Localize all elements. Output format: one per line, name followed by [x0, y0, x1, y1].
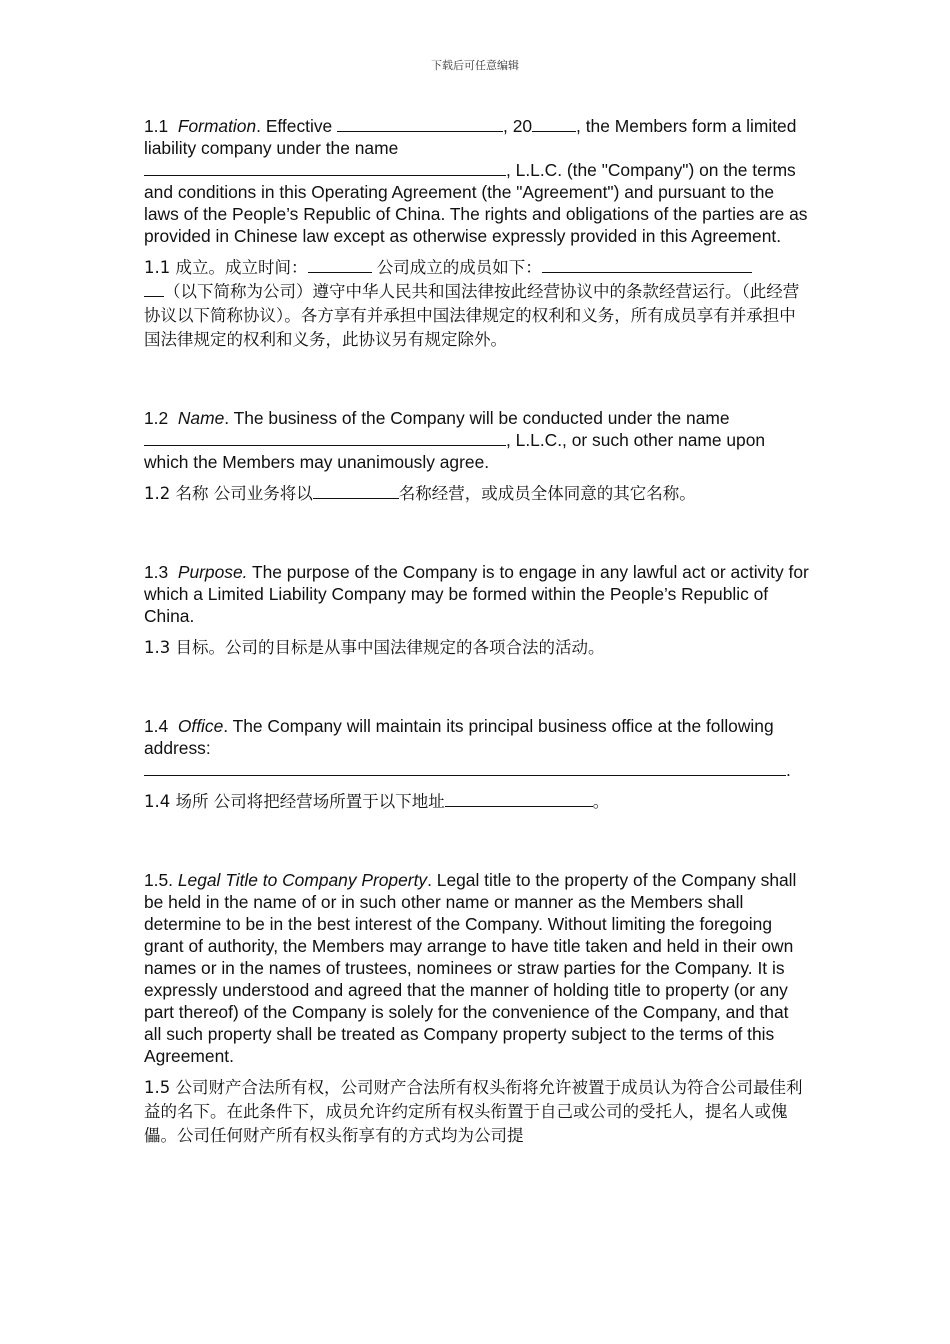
- name-blank: [313, 484, 399, 499]
- section-1-1-en: [144, 115, 809, 247]
- section-1-2-cn: [144, 482, 809, 506]
- section-text: （以下简称为公司）遵守中华人民共和国法律按此经营协议中的条款经营运行。（此经营协议以下简称协议）。各方享有并承担中国法律规定的权利和义务，所有成员享有并承担中国法律规定的权利和义务，此协议另有规定除外。: [144, 282, 800, 349]
- date-blank: [337, 117, 503, 132]
- section-label: Formation: [177, 116, 257, 136]
- date-blank: [308, 258, 372, 273]
- section-1-3-cn: [144, 636, 809, 660]
- spacer: [144, 506, 809, 561]
- section-1-4-cn: [144, 790, 809, 814]
- year-blank: [532, 117, 576, 132]
- spacer: [144, 352, 809, 407]
- section-text: 1.5 公司财产合法所有权，公司财产合法所有权头衔将允许被置于成员认为符合公司最佳利益的名下。在此条件下，成员允许约定所有权头衔置于自己或公司的受托人，提名人或傀儡。公司任何财产所有权头衔享有的方式均为公司提: [144, 1078, 803, 1145]
- section-text: . The Company will maintain its principal business office at the following address:: [144, 716, 774, 758]
- spacer: [144, 660, 809, 715]
- section-text: . Legal title to the property of the Company shall be held in the name of or in such other name or manner as the Members shall determine to be in the best interest of the Company. Without limiting the foregoing grant of authority, the Members may arrange to have title taken and held in their own names or in the names of trustees, nominees or straw parties for the Company. It is expressly understood and agreed that the manner of holding title to property (or any part thereof) of the Company is solely for the convenience of the Company, and that all such property shall be treated as Company property subject to the terms of this Agreement.: [144, 870, 797, 1066]
- page-header: 下载后可任意编辑: [431, 59, 519, 72]
- members-blank-cont: [144, 282, 164, 297]
- section-number: 1.3: [144, 562, 169, 582]
- section-text: 1.2 名称 公司业务将以: [144, 484, 313, 503]
- address-blank: [445, 792, 593, 807]
- section-text: . The business of the Company will be conducted under the name: [224, 408, 730, 428]
- address-blank: [144, 761, 786, 776]
- section-text: 。: [592, 792, 610, 811]
- section-1-3-en: [144, 561, 809, 627]
- section-text: . Effective: [256, 116, 338, 136]
- section-text: 名称经营，或成员全体同意的其它名称。: [398, 484, 696, 503]
- section-text: The purpose of the Company is to engage in any lawful act or activity for which a Limited Liability Company may be formed within the People’s Republic of China.: [144, 562, 809, 626]
- section-label: Legal Title to Company Property: [177, 870, 428, 890]
- section-number: 1.5.: [144, 870, 174, 890]
- section-text: , 20: [503, 116, 533, 136]
- company-name-blank: [144, 161, 506, 176]
- spacer: [144, 814, 809, 869]
- section-number: 1.4: [144, 716, 169, 736]
- section-text: , L.L.C. (the "Company") on the terms and conditions in this Operating Agreement (the "Agreement") and pursuant to the laws of the People’s Republic of China. The rights and obligations of the parties are as provided in Chinese law except as otherwise expressly provided in this Agreement.: [144, 160, 808, 246]
- section-number: 1.1: [144, 116, 169, 136]
- section-text: 公司成立的成员如下：: [371, 258, 542, 277]
- members-blank: [542, 258, 752, 273]
- section-1-5-cn: [144, 1076, 809, 1148]
- section-1-1-cn: [144, 256, 809, 352]
- section-text: , L.L.C., or such other name upon which the Members may unanimously agree.: [144, 430, 766, 472]
- section-number: 1.2: [144, 408, 169, 428]
- section-text: 1.4 场所 公司将把经营场所置于以下地址: [144, 792, 445, 811]
- section-text: 1.3 目标。公司的目标是从事中国法律规定的各项合法的活动。: [144, 638, 605, 657]
- section-label: Office: [177, 716, 224, 736]
- section-label: Purpose.: [177, 562, 248, 582]
- section-label: Name: [177, 408, 225, 428]
- section-1-2-en: [144, 407, 809, 473]
- section-1-4-en: [144, 715, 809, 781]
- section-text: 1.1 成立。成立时间：: [144, 258, 308, 277]
- company-name-blank: [144, 431, 506, 446]
- section-text: .: [786, 760, 791, 780]
- section-1-5-en: [144, 869, 809, 1067]
- section-text: , the Members form a limited liability company under the name: [144, 116, 797, 158]
- document-body: [144, 115, 809, 1148]
